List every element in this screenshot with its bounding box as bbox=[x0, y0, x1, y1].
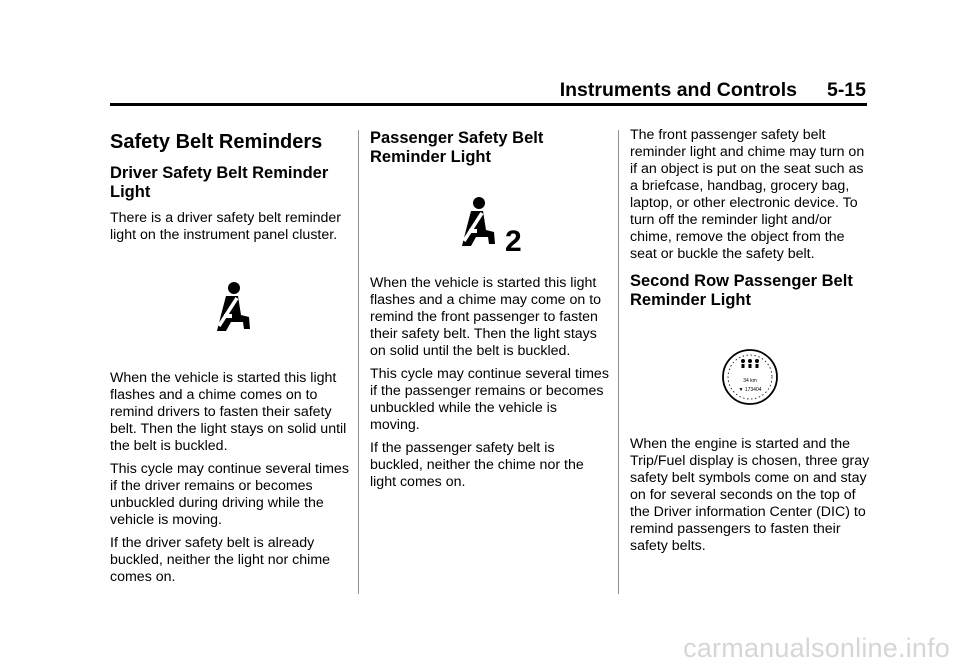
passenger-number: 2 bbox=[505, 225, 522, 255]
paragraph: When the engine is started and the Trip/Fuel display is chosen, three gray safety belt symbols come on and stay on for several seconds on the top of the Driver information Center (DIC) to remind passengers to fasten their safety belts. bbox=[630, 436, 870, 554]
column-divider bbox=[618, 130, 619, 594]
dic-belt-figure bbox=[630, 318, 870, 436]
subsection-heading: Driver Safety Belt Reminder Light bbox=[110, 164, 329, 201]
watermark: carmanualsonline.info bbox=[683, 633, 950, 663]
column-3 bbox=[630, 127, 870, 561]
section-heading: Passenger Safety Belt Reminder Light bbox=[370, 129, 544, 166]
paragraph: There is a driver safety belt reminder light on the instrument panel cluster. bbox=[110, 210, 342, 243]
column-2 bbox=[370, 126, 610, 497]
driver-belt-figure bbox=[110, 250, 350, 370]
passenger-belt-figure bbox=[370, 175, 610, 275]
dic-gauge-icon bbox=[720, 347, 780, 407]
paragraph: When the vehicle is started this light flashes and a chime comes on to remind drivers to fasten their safety belt. Then the light stays on solid until the belt is buckled. bbox=[110, 370, 347, 454]
column-1 bbox=[110, 126, 350, 592]
running-header bbox=[110, 79, 866, 102]
column-divider bbox=[358, 130, 359, 594]
gauge-odometer-text: ▼ 173404 bbox=[738, 387, 762, 393]
chapter-title: Instruments and Controls bbox=[559, 79, 797, 101]
paragraph: When the vehicle is started this light flashes and a chime may come on to remind the front passenger to fasten their safety belt. Then the light stays on solid until the belt is buckled. bbox=[370, 275, 602, 359]
paragraph: The front passenger safety belt reminder light and chime may turn on if an object is put on the seat such as a briefcase, handbag, grocery bag, laptop, or other electronic device. To turn off the reminder light and/or chime, remove the object from the seat or buckle the safety belt. bbox=[630, 127, 865, 262]
page-number: 5-15 bbox=[826, 79, 866, 101]
paragraph: This cycle may continue several times if the driver remains or becomes unbuckled during driving while the vehicle is moving. bbox=[110, 461, 349, 528]
paragraph: If the passenger safety belt is buckled, neither the chime nor the light comes on. bbox=[370, 440, 584, 490]
paragraph: If the driver safety belt is already buckled, neither the light nor chime comes on. bbox=[110, 535, 331, 585]
section-heading: Second Row Passenger Belt Reminder Light bbox=[630, 272, 853, 309]
section-heading: Safety Belt Reminders bbox=[110, 131, 323, 153]
seat-belt-icon bbox=[208, 281, 252, 339]
paragraph: This cycle may continue several times if the passenger remains or becomes unbuckled while the vehicle is moving. bbox=[370, 366, 609, 433]
passenger-seat-belt-icon bbox=[455, 195, 525, 255]
gauge-trip-text: 34 km bbox=[743, 378, 757, 384]
header-rule bbox=[110, 103, 867, 106]
